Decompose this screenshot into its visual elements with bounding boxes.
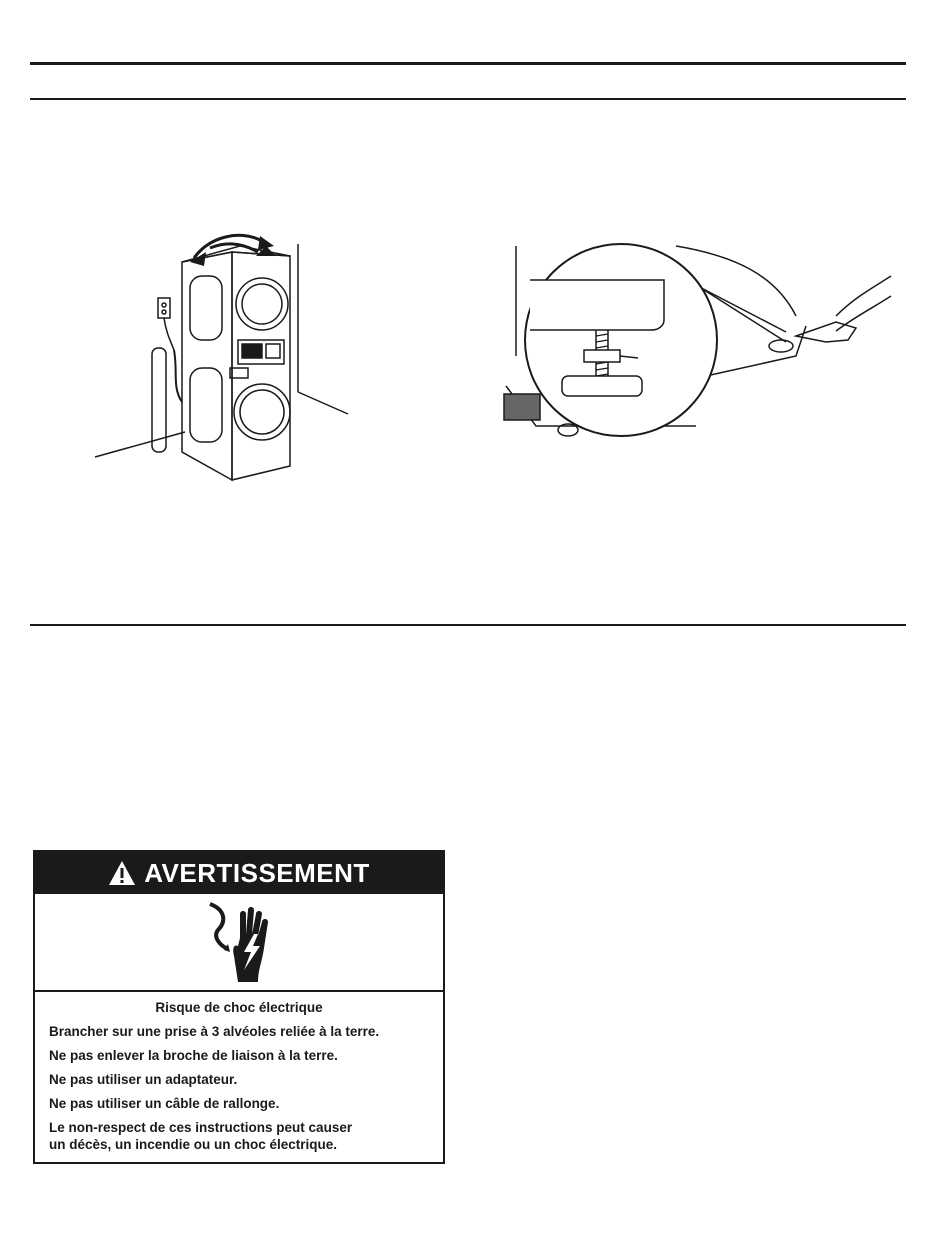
stacked-washer-dryer-illustration	[90, 222, 360, 484]
warning-line-grounded-outlet: Brancher sur une prise à 3 alvéoles reliée à la terre.	[49, 1024, 380, 1039]
warning-triangle-icon	[108, 860, 136, 886]
electric-shock-hand-icon	[204, 900, 274, 984]
warning-heading: Risque de choc électrique	[155, 1000, 323, 1015]
warning-line-adapter: Ne pas utiliser un adaptateur.	[49, 1072, 238, 1087]
section-rule-1	[30, 98, 906, 100]
warning-box	[33, 850, 445, 1164]
warning-consequence-line-1: Le non-respect de ces instructions peut causer	[49, 1120, 353, 1135]
warning-line-ground-prong: Ne pas enlever la broche de liaison à la terre.	[49, 1048, 338, 1063]
warning-consequence-line-2: un décès, un incendie ou un choc électrique.	[49, 1137, 338, 1152]
warning-title: AVERTISSEMENT	[144, 857, 370, 888]
warning-text	[35, 992, 443, 1153]
warning-line-consequence	[49, 1119, 429, 1153]
top-rule	[30, 62, 906, 65]
warning-line-extension-cord: Ne pas utiliser un câble de rallonge.	[49, 1096, 280, 1111]
shock-icon-panel	[35, 894, 443, 992]
leveling-foot-detail-illustration	[496, 236, 896, 442]
warning-header	[35, 852, 443, 894]
section-rule-2	[30, 624, 906, 626]
